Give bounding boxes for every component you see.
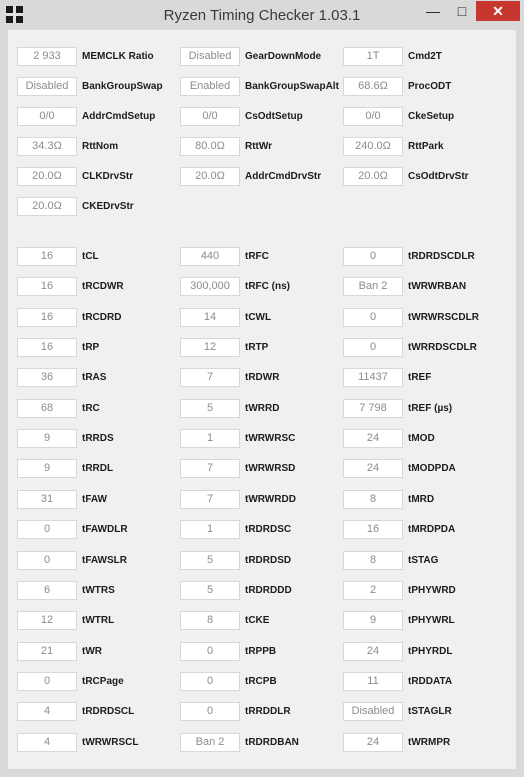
timing-value[interactable]: 0 xyxy=(343,247,403,266)
timing-label: AddrCmdSetup xyxy=(82,111,156,122)
title-bar[interactable] xyxy=(0,0,524,30)
timing-value[interactable]: 0 xyxy=(180,702,240,721)
timing-label: tWRMPR xyxy=(408,736,451,748)
timing-label: tRCDRD xyxy=(82,311,122,323)
timing-label: tRFC (ns) xyxy=(245,281,290,293)
timing-label: tSTAG xyxy=(408,554,439,566)
timing-label: tMRD xyxy=(408,493,435,505)
timing-value[interactable]: 16 xyxy=(17,338,77,357)
timing-label: tSTAGLR xyxy=(408,706,452,718)
timing-label: ProcODT xyxy=(408,81,452,92)
timing-label: tWR xyxy=(82,645,102,657)
timing-label: tWRWRBAN xyxy=(408,281,467,293)
timing-label: tRDRDSCDLR xyxy=(408,251,475,262)
timing-value[interactable]: 0/0 xyxy=(343,107,403,126)
timing-value[interactable]: 11 xyxy=(343,672,403,691)
timing-label: tRDRDBAN xyxy=(245,736,299,748)
timing-value[interactable]: 0 xyxy=(17,672,77,691)
timing-label: tCWL xyxy=(245,311,272,323)
timing-label: CKEDrvStr xyxy=(82,201,134,212)
timing-label: tPHYWRL xyxy=(408,615,455,627)
minimize-button[interactable]: — xyxy=(426,3,440,19)
timing-value[interactable]: 0 xyxy=(343,308,403,327)
timing-value[interactable]: 12 xyxy=(17,611,77,630)
timing-value[interactable]: 16 xyxy=(17,308,77,327)
timing-label: tREF xyxy=(408,372,432,384)
timing-label: tMRDPDA xyxy=(408,524,456,536)
timing-value[interactable]: 34.3Ω xyxy=(17,137,77,156)
timing-label: tFAWSLR xyxy=(82,554,127,566)
timing-value[interactable]: 4 xyxy=(17,733,77,752)
timing-label: MEMCLK Ratio xyxy=(82,51,154,62)
timing-value[interactable]: 11437 xyxy=(343,368,403,387)
timing-value[interactable]: 240.0Ω xyxy=(343,137,403,156)
timing-label: tWRWRSCDLR xyxy=(408,311,479,323)
timing-label: tWRWRSD xyxy=(245,463,296,475)
timing-label: tRAS xyxy=(82,372,107,384)
timing-label: tRP xyxy=(82,342,100,354)
timing-label: CsOdtSetup xyxy=(245,111,303,122)
timing-label: CkeSetup xyxy=(408,111,455,122)
timing-value[interactable]: 300,000 xyxy=(180,277,240,296)
timing-label: tFAWDLR xyxy=(82,524,128,536)
timing-value[interactable]: 0 xyxy=(180,672,240,691)
timing-value[interactable]: 20.0Ω xyxy=(180,167,240,186)
timing-label: tMODPDA xyxy=(408,463,456,475)
window-title: Ryzen Timing Checker 1.03.1 xyxy=(163,7,361,24)
timing-value[interactable]: 21 xyxy=(17,642,77,661)
timing-label: tPHYWRD xyxy=(408,584,456,596)
timing-value[interactable]: Enabled xyxy=(180,77,240,96)
timing-value[interactable]: 8 xyxy=(343,490,403,509)
timing-value[interactable]: 5 xyxy=(180,581,240,600)
timing-label: tWTRL xyxy=(82,615,115,627)
timing-label: tRRDDLR xyxy=(245,706,291,718)
timing-label: RttNom xyxy=(82,141,119,152)
timing-value[interactable]: 20.0Ω xyxy=(343,167,403,186)
timing-label: RttWr xyxy=(245,141,273,152)
timing-label: tRFC xyxy=(245,251,269,262)
timing-label: CLKDrvStr xyxy=(82,171,134,182)
timing-value[interactable]: 16 xyxy=(17,247,77,266)
timing-value[interactable]: Disabled xyxy=(17,77,77,96)
timing-label: tRCPB xyxy=(245,675,277,687)
timing-value[interactable]: 9 xyxy=(17,429,77,448)
timing-label: tCKE xyxy=(245,615,270,627)
timing-value[interactable]: 6 xyxy=(17,581,77,600)
timing-label: tRDDATA xyxy=(408,675,453,687)
timing-value[interactable]: 80.0Ω xyxy=(180,137,240,156)
timing-label: AddrCmdDrvStr xyxy=(245,171,322,182)
timing-value[interactable]: 1 xyxy=(180,429,240,448)
timing-label: tRPPB xyxy=(245,645,277,657)
timing-label: tPHYRDL xyxy=(408,645,453,657)
timing-label: tWTRS xyxy=(82,584,115,596)
timing-value[interactable]: 2 xyxy=(343,581,403,600)
timing-value[interactable]: 12 xyxy=(180,338,240,357)
timing-label: tRRDS xyxy=(82,433,114,445)
timing-value[interactable]: 9 xyxy=(17,459,77,478)
timing-label: tRTP xyxy=(245,342,269,354)
timing-label: tWRRDSCDLR xyxy=(408,342,477,354)
timing-value[interactable]: 0 xyxy=(343,338,403,357)
timing-value[interactable]: Disabled xyxy=(180,47,240,66)
timing-value[interactable]: 7 xyxy=(180,459,240,478)
timing-value[interactable]: 0 xyxy=(17,520,77,539)
timing-value[interactable]: 9 xyxy=(343,611,403,630)
timing-label: BankGroupSwap xyxy=(82,81,163,92)
timing-label: tWRRD xyxy=(245,402,280,414)
timing-label: tRDRDSD xyxy=(245,554,292,566)
timing-label: tWRWRDD xyxy=(245,493,296,505)
timing-label: tRCPage xyxy=(82,675,124,687)
timing-value[interactable]: 8 xyxy=(180,611,240,630)
timing-label: tREF (µs) xyxy=(408,402,453,414)
timing-value[interactable]: Disabled xyxy=(343,702,403,721)
timing-value[interactable]: 4 xyxy=(17,702,77,721)
timing-label: tRCDWR xyxy=(82,281,124,293)
timing-value[interactable]: 36 xyxy=(17,368,77,387)
timing-value[interactable]: 1 xyxy=(180,520,240,539)
timing-value[interactable]: 5 xyxy=(180,551,240,570)
timing-label: tWRWRSCL xyxy=(82,736,139,748)
timing-value[interactable]: 0/0 xyxy=(17,107,77,126)
timing-value[interactable]: 2 933 xyxy=(17,47,77,66)
timing-value[interactable]: 24 xyxy=(343,733,403,752)
timing-label: tRDRDSC xyxy=(245,524,292,536)
timing-value[interactable]: 20.0Ω xyxy=(17,197,77,216)
timing-value[interactable]: 440 xyxy=(180,247,240,266)
maximize-button[interactable]: □ xyxy=(457,3,467,19)
timing-label: RttPark xyxy=(408,141,444,152)
timing-value[interactable]: 24 xyxy=(343,429,403,448)
timing-value[interactable]: 68 xyxy=(17,399,77,418)
timing-label: tFAW xyxy=(82,493,107,505)
timing-value[interactable]: 68.6Ω xyxy=(343,77,403,96)
timing-value[interactable]: 7 xyxy=(180,490,240,509)
timing-value[interactable]: 24 xyxy=(343,642,403,661)
timing-value[interactable]: 16 xyxy=(17,277,77,296)
timing-value[interactable]: 0/0 xyxy=(180,107,240,126)
timing-value[interactable]: 31 xyxy=(17,490,77,509)
timing-label: tRC xyxy=(82,402,100,414)
timing-label: Cmd2T xyxy=(408,51,442,62)
timings-panel xyxy=(8,30,516,769)
timing-label: tRDRDDD xyxy=(245,584,292,596)
timing-label: CsOdtDrvStr xyxy=(408,171,469,182)
timing-value[interactable]: 16 xyxy=(343,520,403,539)
timing-value[interactable]: 1T xyxy=(343,47,403,66)
timing-label: tRDRDSCL xyxy=(82,706,135,718)
timing-value[interactable]: 5 xyxy=(180,399,240,418)
timing-value[interactable]: 24 xyxy=(343,459,403,478)
timing-value[interactable]: 0 xyxy=(180,642,240,661)
timing-label: GearDownMode xyxy=(245,51,322,62)
timing-label: tRRDL xyxy=(82,463,114,475)
timing-value[interactable]: 7 xyxy=(180,368,240,387)
timing-value[interactable]: 7 798 xyxy=(343,399,403,418)
timing-value[interactable]: 0 xyxy=(17,551,77,570)
timing-label: tCL xyxy=(82,251,99,262)
timing-label: BankGroupSwapAlt xyxy=(245,81,339,92)
timing-label: tMOD xyxy=(408,433,435,445)
timing-label: tWRWRSC xyxy=(245,433,296,445)
timing-value[interactable]: 14 xyxy=(180,308,240,327)
timing-value[interactable]: Ban 2 xyxy=(180,733,240,752)
timing-label: tRDWR xyxy=(245,372,280,384)
timing-value[interactable]: Ban 2 xyxy=(343,277,403,296)
timing-value[interactable]: 8 xyxy=(343,551,403,570)
close-button[interactable]: ✕ xyxy=(476,1,520,21)
timing-value[interactable]: 20.0Ω xyxy=(17,167,77,186)
